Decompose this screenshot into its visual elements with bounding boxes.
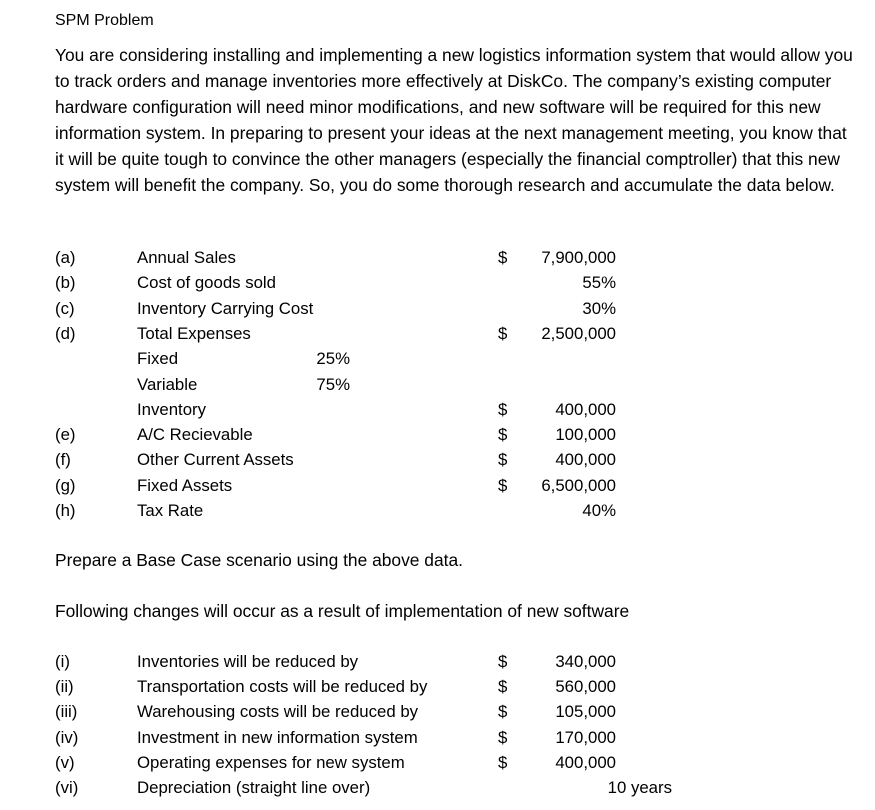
row-letter: (h) [55,501,76,520]
row-letter: (d) [55,323,76,343]
base-data-row [0,425,875,450]
row-value: 7,900,000 [541,248,616,267]
row-dollar-sign: $ [498,399,508,419]
change-letter: (v) [55,752,75,772]
row-value: 2,500,000 [541,323,616,343]
row-label: Annual Sales [137,248,236,267]
row-dollar-sign: $ [498,248,508,267]
changes-heading: Following changes will occur as a result of implementation of new software [55,601,630,621]
change-value: 340,000 [555,652,616,671]
base-data-row [0,349,875,374]
change-value: 170,000 [555,727,616,747]
document-title: SPM Problem [55,12,154,29]
change-label: Inventories will be reduced by [137,652,359,671]
row-value: 40% [582,501,616,520]
base-data-row [0,324,875,349]
change-value: 10 years [607,778,672,797]
row-letter: (c) [55,298,75,318]
base-data-row [0,299,875,324]
base-data-row [0,400,875,425]
row-letter: (f) [55,450,71,470]
row-value: 30% [582,298,616,318]
row-dollar-sign: $ [498,475,508,495]
change-label: Depreciation (straight line over) [137,778,371,797]
base-data-row [0,450,875,475]
base-data-row [0,248,875,273]
row-label: Fixed [137,349,179,369]
row-label: Total Expenses [137,323,251,343]
row-label: Inventory Carrying Cost [137,298,314,318]
row-label: Cost of goods sold [137,273,276,293]
change-label: Operating expenses for new system [137,752,405,772]
change-letter: (i) [55,652,70,671]
base-data-row [0,375,875,400]
change-dollar-sign: $ [498,677,508,697]
change-letter: (ii) [55,677,74,697]
base-data-row [0,476,875,501]
base-data-row [0,501,875,526]
row-value: 400,000 [555,450,616,470]
change-row [0,702,875,727]
change-dollar-sign: $ [498,727,508,747]
row-value: 55% [582,273,616,293]
intro-paragraph: You are considering installing and implementing a new logistics information system that would allow you to track orders and manage inventories more effectively at DiskCo. The company’s existing computer hardware configuration will need minor modifications, and new software will be required for this new information system. In preparing to present your ideas at the next management meeting, you know that it will be quite tough to convince the other managers (especially the financial comptroller) that this new system will benefit the company. So, you do some thorough research and accumulate the data below. [55,45,853,195]
row-letter: (a) [55,248,76,267]
change-value: 560,000 [555,677,616,697]
change-row [0,753,875,778]
change-row [0,677,875,702]
change-value: 400,000 [555,752,616,772]
row-value: 6,500,000 [541,475,616,495]
row-label: Inventory [137,399,207,419]
base-case-instruction: Prepare a Base Case scenario using the above data. [55,550,463,570]
change-letter: (iii) [55,702,78,722]
row-label: Variable [137,374,198,394]
row-dollar-sign: $ [498,450,508,470]
change-label: Investment in new information system [137,727,418,747]
row-label: A/C Recievable [137,425,253,445]
row-label: Other Current Assets [137,450,294,470]
change-dollar-sign: $ [498,702,508,722]
change-letter: (iv) [55,727,79,747]
change-row [0,652,875,677]
change-dollar-sign: $ [498,652,508,671]
row-value: 100,000 [555,425,616,445]
change-row [0,728,875,753]
base-data-row [0,273,875,298]
change-value: 105,000 [555,702,616,722]
row-value: 400,000 [555,399,616,419]
change-dollar-sign: $ [498,752,508,772]
row-label: Fixed Assets [137,475,233,495]
row-percent: 75% [316,374,350,394]
row-letter: (g) [55,475,76,495]
row-label: Tax Rate [137,501,204,520]
row-letter: (b) [55,273,76,293]
row-percent: 25% [316,349,350,369]
row-dollar-sign: $ [498,323,508,343]
change-row [0,778,875,803]
row-letter: (e) [55,425,76,445]
change-label: Transportation costs will be reduced by [137,677,428,697]
change-label: Warehousing costs will be reduced by [137,702,419,722]
change-letter: (vi) [55,778,79,797]
row-dollar-sign: $ [498,425,508,445]
